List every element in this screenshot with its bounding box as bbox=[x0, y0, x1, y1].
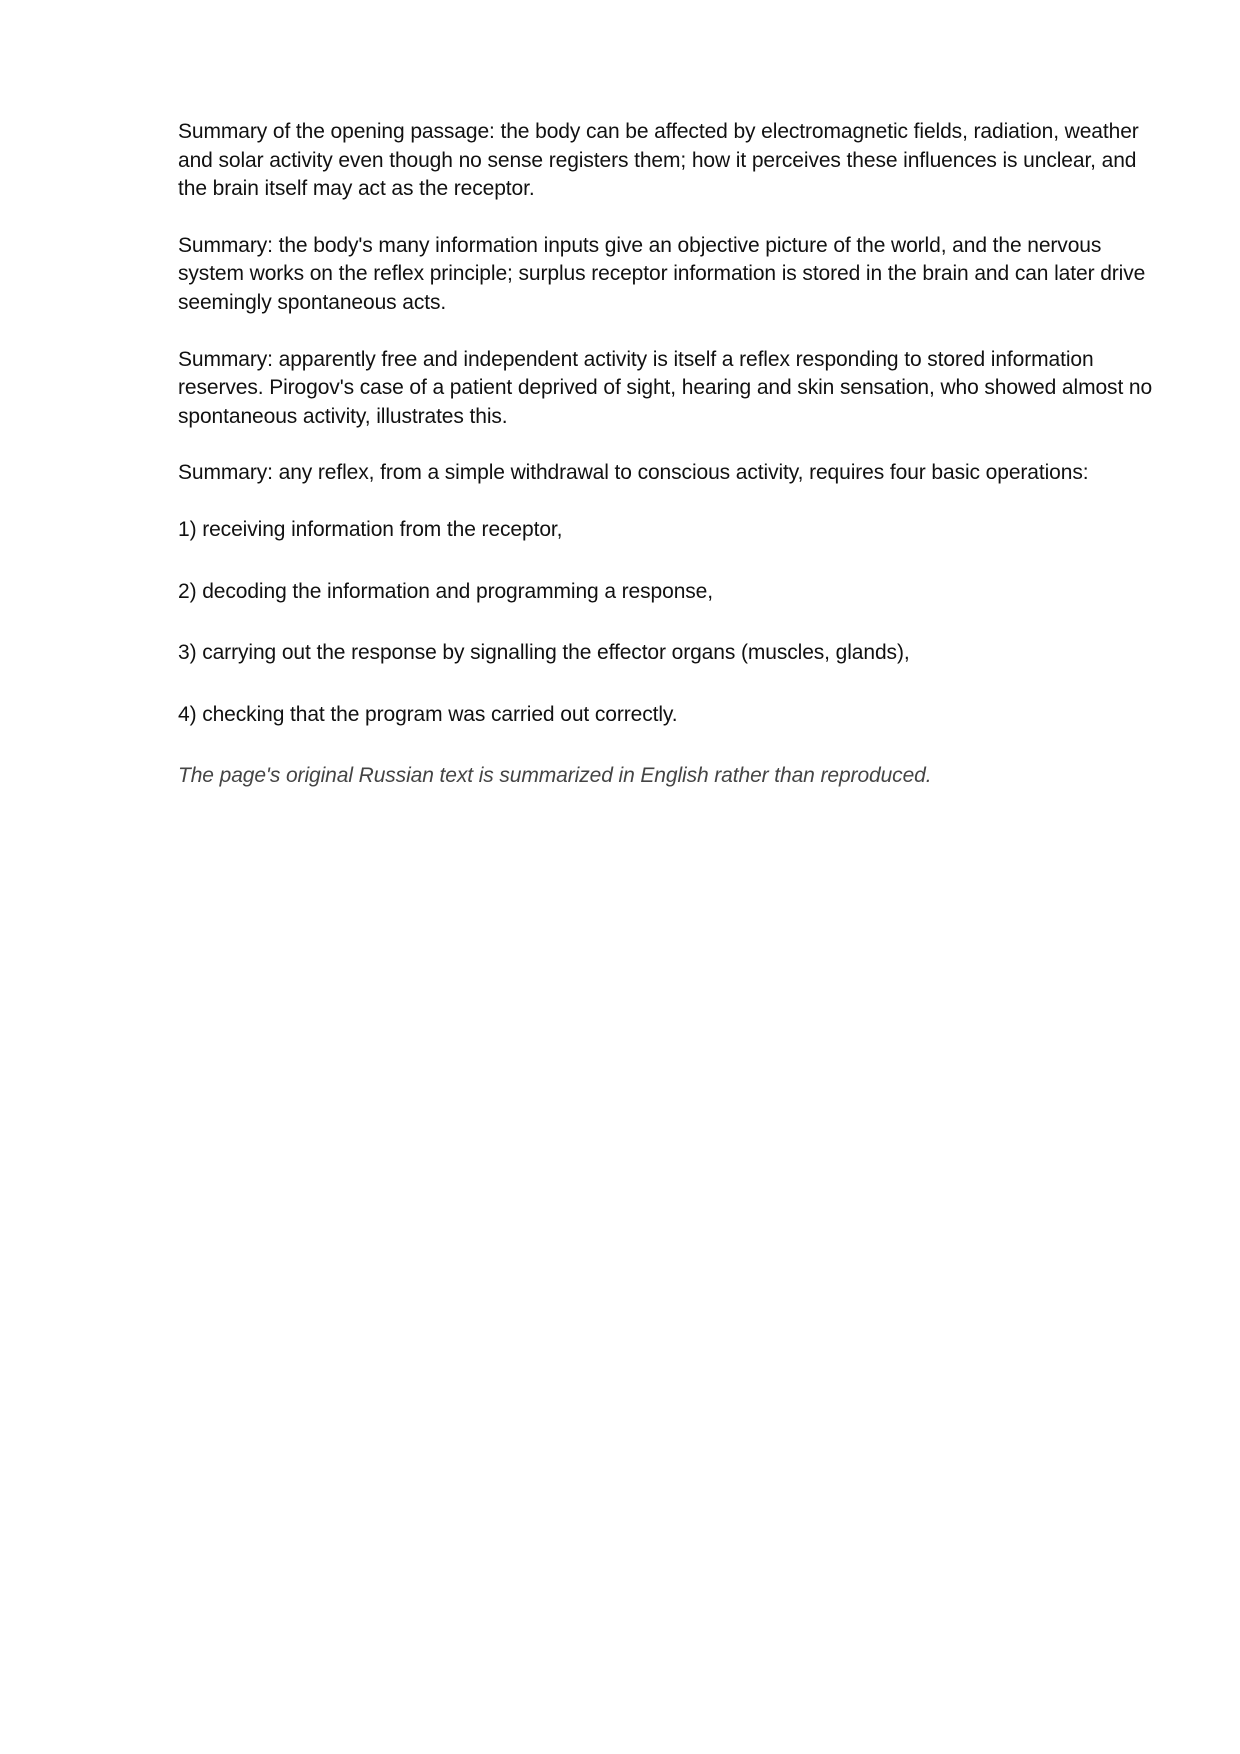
paragraph-2: Summary: the body's many information inputs give an objective picture of the world, and the nervous system works on the reflex principle; surplus receptor information is stored in the brain and can later drive seemingly spontaneous acts. bbox=[178, 233, 1146, 314]
list-item-1: 1) receiving information from the receptor, bbox=[178, 517, 563, 541]
summary-note: The page's original Russian text is summarized in English rather than reproduced. bbox=[178, 764, 932, 788]
list-item-4: 4) checking that the program was carried out correctly. bbox=[178, 702, 678, 726]
list-item-2: 2) decoding the information and programming a response, bbox=[178, 579, 713, 603]
paragraph-4: Summary: any reflex, from a simple withdrawal to conscious activity, requires four basic operations: bbox=[178, 461, 1089, 485]
paragraph-1: Summary of the opening passage: the body can be affected by electromagnetic fields, radiation, weather and solar activity even though no sense registers them; how it perceives these influences is unclear, and the brain itself may act as the receptor. bbox=[178, 120, 1139, 201]
paragraph-3: Summary: apparently free and independent activity is itself a reflex responding to stored information reserves. Pirogov's case of a patient deprived of sight, hearing and skin sensation, who showed almost no spontaneous activity, illustrates this. bbox=[178, 347, 1153, 428]
list-item-3: 3) carrying out the response by signalling the effector organs (muscles, glands), bbox=[178, 641, 910, 665]
document-page bbox=[178, 118, 1168, 812]
